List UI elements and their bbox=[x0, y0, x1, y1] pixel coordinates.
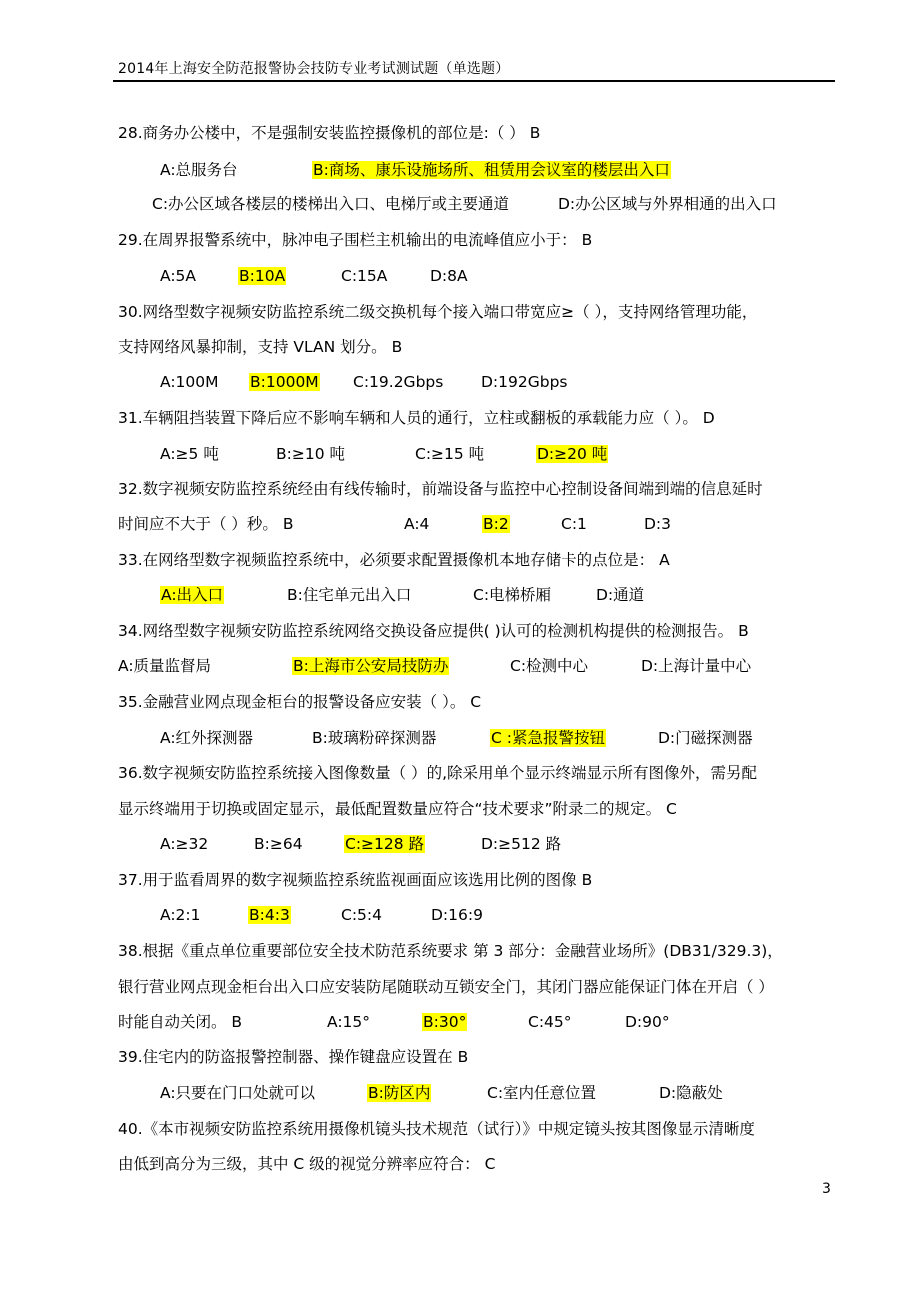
question-30-option-c: C:19.2Gbps bbox=[353, 373, 444, 391]
question-32-option-b: B:2 bbox=[483, 515, 509, 533]
question-30-stem-line1: 30.网络型数字视频安防监控系统二级交换机每个接入端口带宽应≥（ ），支持网络管理功能， bbox=[118, 303, 758, 321]
question-39-option-b: B:防区内 bbox=[368, 1084, 431, 1102]
question-37-stem: 37.用于监看周界的数字视频监控系统监视画面应该选用比例的图像 B bbox=[118, 871, 593, 889]
question-36-option-c: C:≥128 路 bbox=[345, 835, 425, 853]
question-37-option-c: C:5:4 bbox=[341, 906, 382, 924]
question-36-stem-line2: 显示终端用于切换或固定显示，最低配置数量应符合“技术要求”附录二的规定。 C bbox=[118, 800, 677, 818]
question-33-option-d: D:通道 bbox=[596, 586, 645, 604]
question-39-option-c: C:室内任意位置 bbox=[487, 1084, 597, 1102]
question-31-option-b: B:≥10 吨 bbox=[276, 445, 345, 463]
question-30-stem-line2: 支持网络风暴抑制，支持 VLAN 划分。 B bbox=[118, 338, 403, 356]
question-28-option-c: C:办公区域各楼层的楼梯出入口、电梯厅或主要通道 bbox=[152, 195, 510, 213]
question-37-option-a: A:2:1 bbox=[160, 906, 201, 924]
question-28-option-b: B:商场、康乐设施场所、租赁用会议室的楼层出入口 bbox=[313, 161, 670, 179]
question-37-option-d: D:16:9 bbox=[431, 906, 483, 924]
question-31-stem: 31.车辆阻挡装置下降后应不影响车辆和人员的通行，立柱或翻板的承载能力应（ ）。 D bbox=[118, 409, 715, 427]
question-38-stem-line3: 时能自动关闭。 B bbox=[118, 1013, 243, 1031]
question-28-option-d: D:办公区域与外界相通的出入口 bbox=[558, 195, 777, 213]
question-40-stem-line1: 40.《本市视频安防监控系统用摄像机镜头技术规范（试行）》中规定镜头按其图像显示清晰度 bbox=[118, 1120, 755, 1138]
question-34-option-a: A:质量监督局 bbox=[118, 657, 212, 675]
question-29-option-c: C:15A bbox=[341, 267, 388, 285]
page-number: 3 bbox=[822, 1181, 831, 1197]
question-36-stem-line1: 36.数字视频安防监控系统接入图像数量（ ）的,除采用单个显示终端显示所有图像外，需另配 bbox=[118, 764, 758, 782]
question-35-option-b: B:玻璃粉碎探测器 bbox=[312, 729, 437, 747]
question-40-stem-line2: 由低到高分为三级，其中 C 级的视觉分辨率应符合： C bbox=[118, 1155, 496, 1173]
question-33-stem: 33.在网络型数字视频监控系统中，必须要求配置摄像机本地存储卡的点位是： A bbox=[118, 551, 670, 569]
question-30-option-d: D:192Gbps bbox=[481, 373, 568, 391]
question-30-option-b: B:1000M bbox=[250, 373, 319, 391]
question-35-option-d: D:门磁探测器 bbox=[658, 729, 753, 747]
question-32-option-a: A:4 bbox=[404, 515, 430, 533]
question-35-stem: 35.金融营业网点现金柜台的报警设备应安装（ ）。 C bbox=[118, 693, 482, 711]
question-31-option-a: A:≥5 吨 bbox=[160, 445, 219, 463]
question-33-option-c: C:电梯桥厢 bbox=[473, 586, 552, 604]
question-29-option-b: B:10A bbox=[239, 267, 286, 285]
question-32-option-c: C:1 bbox=[561, 515, 587, 533]
question-36-option-d: D:≥512 路 bbox=[481, 835, 562, 853]
question-38-stem-line2: 银行营业网点现金柜台出入口应安装防尾随联动互锁安全门，其闭门器应能保证门体在开启（ ） bbox=[118, 978, 774, 996]
question-33-option-a: A:出入口 bbox=[161, 586, 224, 604]
question-29-option-d: D:8A bbox=[430, 267, 468, 285]
question-38-option-d: D:90° bbox=[625, 1013, 670, 1031]
question-38-option-a: A:15° bbox=[327, 1013, 371, 1031]
header-divider bbox=[113, 80, 835, 82]
question-39-option-d: D:隐蔽处 bbox=[659, 1084, 723, 1102]
question-28-stem: 28.商务办公楼中，不是强制安装监控摄像机的部位是:（ ） B bbox=[118, 124, 541, 142]
question-36-option-b: B:≥64 bbox=[254, 835, 303, 853]
question-30-option-a: A:100M bbox=[160, 373, 219, 391]
question-38-option-b: B:30° bbox=[423, 1013, 467, 1031]
question-31-option-c: C:≥15 吨 bbox=[415, 445, 485, 463]
page-header-title: 2014年上海安全防范报警协会技防专业考试测试题（单选题） bbox=[118, 61, 510, 77]
question-38-stem-line1: 38.根据《重点单位重要部位安全技术防范系统要求 第 3 部分：金融营业场所》(DB31/329.3)， bbox=[118, 942, 783, 960]
question-38-option-c: C:45° bbox=[528, 1013, 572, 1031]
question-31-option-d: D:≥20 吨 bbox=[537, 445, 608, 463]
question-34-stem: 34.网络型数字视频安防监控系统网络交换设备应提供( )认可的检测机构提供的检测报告。 B bbox=[118, 622, 749, 640]
question-35-option-c: C :紧急报警按钮 bbox=[491, 729, 605, 747]
question-34-option-b: B:上海市公安局技防办 bbox=[293, 657, 449, 675]
question-34-option-d: D:上海计量中心 bbox=[641, 657, 752, 675]
question-29-option-a: A:5A bbox=[160, 267, 197, 285]
question-28-option-a: A:总服务台 bbox=[160, 161, 238, 179]
question-39-option-a: A:只要在门口处就可以 bbox=[160, 1084, 316, 1102]
question-32-stem-line2: 时间应不大于（ ）秒。 B bbox=[118, 515, 294, 533]
question-32-option-d: D:3 bbox=[644, 515, 672, 533]
question-32-stem-line1: 32.数字视频安防监控系统经由有线传输时，前端设备与监控中心控制设备间端到端的信息延时 bbox=[118, 480, 763, 498]
question-35-option-a: A:红外探测器 bbox=[160, 729, 254, 747]
question-34-option-c: C:检测中心 bbox=[510, 657, 589, 675]
question-37-option-b: B:4:3 bbox=[249, 906, 290, 924]
question-29-stem: 29.在周界报警系统中，脉冲电子围栏主机输出的电流峰值应小于： B bbox=[118, 231, 593, 249]
question-33-option-b: B:住宅单元出入口 bbox=[287, 586, 412, 604]
question-39-stem: 39.住宅内的防盗报警控制器、操作键盘应设置在 B bbox=[118, 1048, 469, 1066]
question-36-option-a: A:≥32 bbox=[160, 835, 209, 853]
